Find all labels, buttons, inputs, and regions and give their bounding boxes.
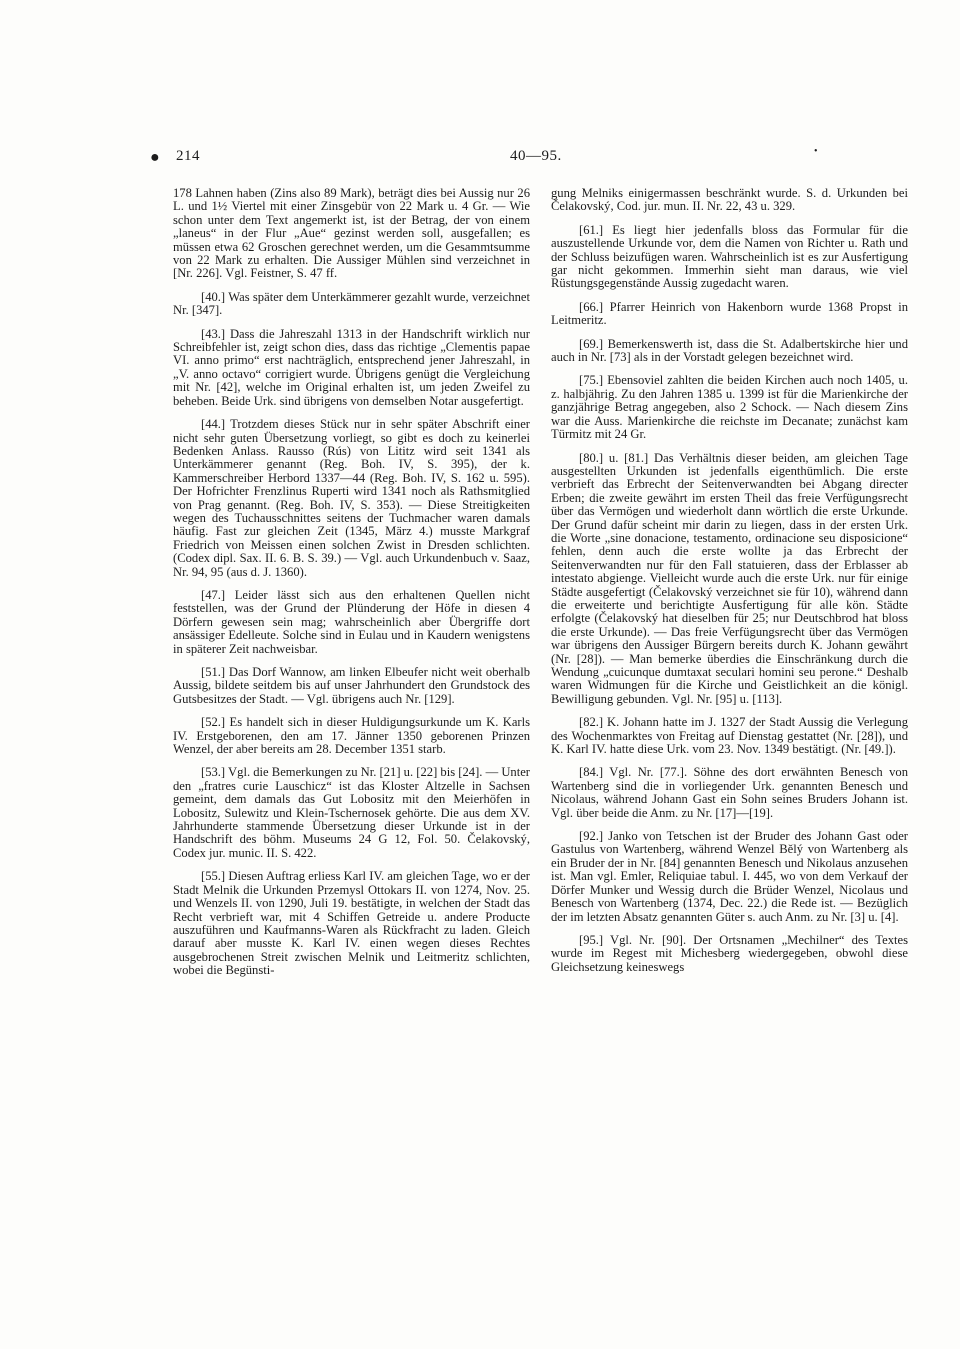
paragraph: [95.] Vgl. Nr. [90]. Der Ortsnamen „Mechilner“ des Textes wurde im Regest mit Michesberg wiedergegeben, obwohl diese Gleichsetzung keineswegs [551,932,908,974]
page-number: 214 [176,148,200,164]
paragraph: [82.] K. Johann hatte im J. 1327 der Stadt Aussig die Verlegung des Wochenmarktes von Freitag auf Dienstag gestattet (Nr. [28]), und K. Karl IV. hatte diese Urk. vom 23. Nov. 1349 bestätigt. (Nr. [49.]). [551,715,908,757]
paragraph: [43.] Dass die Jahreszahl 1313 in der Handschrift wirklich nur Schreibfehler ist, zeigt schon dies, dass das richtige „Clementis papae VI. anno primo“ erst nachträglich, entsprechend jener Jahreszahl, in „V. anno octavo“ corrigiert wurde. Übrigens genügt die Vergleichung mit Nr. [42], welche im Original erhalten ist, um jeden Zweifel zu beheben. Beide Urk. sind übrigens von demselben Notar ausgefertigt. [173,326,530,408]
paragraph: [53.] Vgl. die Bemerkungen zu Nr. [21] u. [22] bis [24]. — Unter den „fratres curie Lauschicz“ ist das Kloster Altzelle in Sachsen gemeint, dem damals das Gut Lobositz mit den Meierhöfen in Lobositz, Sulewitz und Klein-Tschernosek gehörte. Die aus dem XV. Jahrhunderte stammende Übersetzung dieser Urkunde ist in der Handschrift des böhm. Museums 24 G 12, Fol. 50. Čelakovský, Codex jur. munic. II. S. 422. [173,765,530,860]
paragraph: [75.] Ebensoviel zahlten die beiden Kirchen auch noch 1405, u. z. halbjährig. Zu den Jahren 1385 u. 1399 ist für die Marienkirche der ganzjährige Betrag angegeben, also 2 Schock. — Nach diesem Zins war die Auss. Marienkirche die reichste im Decanate; zunächst kam Türmitz mit 24 Gr. [551,373,908,442]
paragraph: gung Melniks einigermassen beschränkt wurde. S. d. Urkunden bei Čelakovský, Cod. jur. mun. II. Nr. 22, 43 u. 329. [551,186,908,214]
left-column [173,187,530,988]
paragraph: [40.] Was später dem Unterkämmerer gezahlt wurde, verzeichnet Nr. [347]. [173,289,530,318]
paragraph: [80.] u. [81.] Das Verhältnis dieser beiden, am gleichen Tage ausgestellten Urkunden ist jedenfalls eigenthümlich. Die erste verbrieft das Erbrecht der Seitenverwandten bei Abgang directer Erben; die zweite gewährt im ersten Theil das freie Verfügungsrecht über das Vermögen und wiederholt dann wörtlich die erste Urkunde. Der Grund dafür scheint mir darin zu liegen, dass in der ersten Urk. die Worte „sine donacione, testamento, ordinacione seu disposicione“ fehlen, denn auch die erste wollte ja das Erbrecht der Seitenverwandten nur für den Fall statuieren, dass der Erblasser ab intestato abgienge. Vielleicht wurde auch die erste Urk. nur für einige Städte ausgefertigt (Čelakovský verzeichnet sie für 10), während dann die erweiterte und berichtigte Ausfertigung für alle kön. Städte erfolgte (Čelakovský hat dieselben für 25; nur Deutschbrod hat bloss die erste Urkunde). — Das freie Verfügungsrecht über das Vermögen war übrigens den Aussiger Bürgern bereits durch K. Johann gewährt (Nr. [28]). — Man bemerke überdies die Einschränkung durch die Wendung „cuicunque dumtaxat seculari homini seu perone.“ Deshalb waren Widmungen für die Kirche und Geistlichkeit an die königl. Bewilligung gebunden. Vgl. Nr. [95] u. [113]. [551,450,908,706]
paragraph: [92.] Janko von Tetschen ist der Bruder des Johann Gast oder Gastulus von Wartenberg, während Wenzel Bělý von Wartenberg als ein Bruder der in Nr. [84] genannten Benesch und Nikolaus anzusehen ist. Man vgl. Emler, Reliquiae tabul. I. 445, wo von dem Verkauf der Dörfer Munker und Wessig durch die Brüder Wenzel, Nicolaus und Benesch von Wartenberg (1374, Dec. 22.) die Rede ist. — Bezüglich der im letzten Absatz genannten Güter s. auch Anm. zu Nr. [3] u. [4]. [551,829,908,924]
paragraph: [51.] Das Dorf Wannow, am linken Elbeufer nicht weit oberhalb Aussig, bildete seitdem bis auf unser Jahrhundert den Grundstock des Gutsbesitzes der Stadt. — Vgl. übrigens auch Nr. [129]. [173,665,530,706]
paragraph: [66.] Pfarrer Heinrich von Hakenborn wurde 1368 Propst in Leitmeritz. [551,299,908,328]
bullet-mark: ● [150,149,160,166]
paragraph: [61.] Es liegt hier jedenfalls bloss das Formular für die auszustellende Urkunde vor, dem die Namen von Richter u. Rath und der Schluss beizufügen waren. Wahrscheinlich ist es zur Ausfertigung gar nicht gekommen. Immerhin sieht man daraus, wie viel Rüstungsgegenstände Aussig zugedacht waren. [551,222,908,291]
paragraph: [84.] Vgl. Nr. [77.]. Söhne des dort erwähnten Benesch von Wartenberg sind die in vorliegender Urk. genannten Benesch und Nicolaus, während Johann Gast ein Sohn seines Bruders Johann ist. Vgl. über beide die Anm. zu Nr. [17]—[19]. [551,765,908,820]
paragraph: [47.] Leider lässt sich aus den erhaltenen Quellen nicht feststellen, was der Grund der Plünderung der Höfe in diesen 4 Dörfern gewesen sein mag; wahrscheinlich aber Übergriffe dort ansässiger Edelleute. Solche sind in Eulau und in Kaudern wenigstens in späterer Zeit nachweisbar. [173,587,530,656]
paragraph: [55.] Diesen Auftrag erliess Karl IV. am gleichen Tage, wo er der Stadt Melnik die Urkunden Przemysl Ottokars II. von 1274, Nov. 25. und Wenzels II. von 1290, Juli 19. bestätigte, in welchen der Stadt das Recht verbrieft war, mit 4 Schiffen Getreide u. andere Producte auszuführen und Kaufmanns-Waren als Rückfracht zu laden. Gleich darauf aber musste K. Karl IV. einen wegen dieses Rechtes ausgebrochenen Streit zwischen Melnik und Leitmeritz schlichten, wobei die Begünsti- [173,869,530,978]
decorative-dot: • [814,146,818,157]
page-range-heading: 40—95. [510,148,562,164]
paragraph: 178 Lahnen haben (Zins also 89 Mark), beträgt dies bei Aussig nur 26 L. und 1½ Viertel mit einer Zinsgebür von 22 Mark u. 4 Gr. — Wie schon unter dem Text angemerkt ist, ist der Betrag, der von einem „laneus“ in der Flur „Aue“ gezinst werden soll, ausgefallen; es müssen etwa 62 Groschen gerechnet werden, um die Gesammtsumme von 22 Mark zu erhalten. Die Aussiger Mühlen sind verzeichnet in [Nr. 226]. Vgl. Feistner, S. 47 ff. [173,186,530,281]
page-header [150,148,910,168]
paragraph: [44.] Trotzdem dieses Stück nur in sehr später Abschrift einer nicht sehr guten Übersetzung vorliegt, so gibt es doch zu keinerlei Bedenken Anlass. Rausso (Rús) von Lititz wird seit 1341 als Unterkämmerer genannt (Reg. Boh. IV, S. 395), der k. Kammerschreiber Herbord 1337—44 (Reg. Boh. IV, S. 162 u. 595). Der Hofrichter Frenzlinus Ruperti wird 1341 noch als Rathsmitglied von Prag genannt. (Reg. Boh. IV, S. 353). — Diese Streitigkeiten wegen des Tuchausschnittes seitens der Tuchmacher waren damals häufig. Fast zur gleichen Zeit (1345, März 4.) musste Markgraf Friedrich von Meissen einen solchen Zwist in Dresden schlichten. (Codex dipl. Sax. II. 6. B. S. 39.) — Vgl. auch Urkundenbuch v. Saaz, Nr. 94, 95 (aus d. J. 1360). [173,417,530,579]
right-column [551,187,908,984]
paragraph: [52.] Es handelt sich in dieser Huldigungsurkunde um K. Karls IV. Erstgeborenen, den am 17. Jänner 1350 geborenen Prinzen Wenzel, der aber bereits am 28. December 1351 starb. [173,715,530,757]
paragraph: [69.] Bemerkenswerth ist, dass die St. Adalbertskirche hier und auch in Nr. [73] als in der Vorstadt gelegen bezeichnet wird. [551,336,908,365]
